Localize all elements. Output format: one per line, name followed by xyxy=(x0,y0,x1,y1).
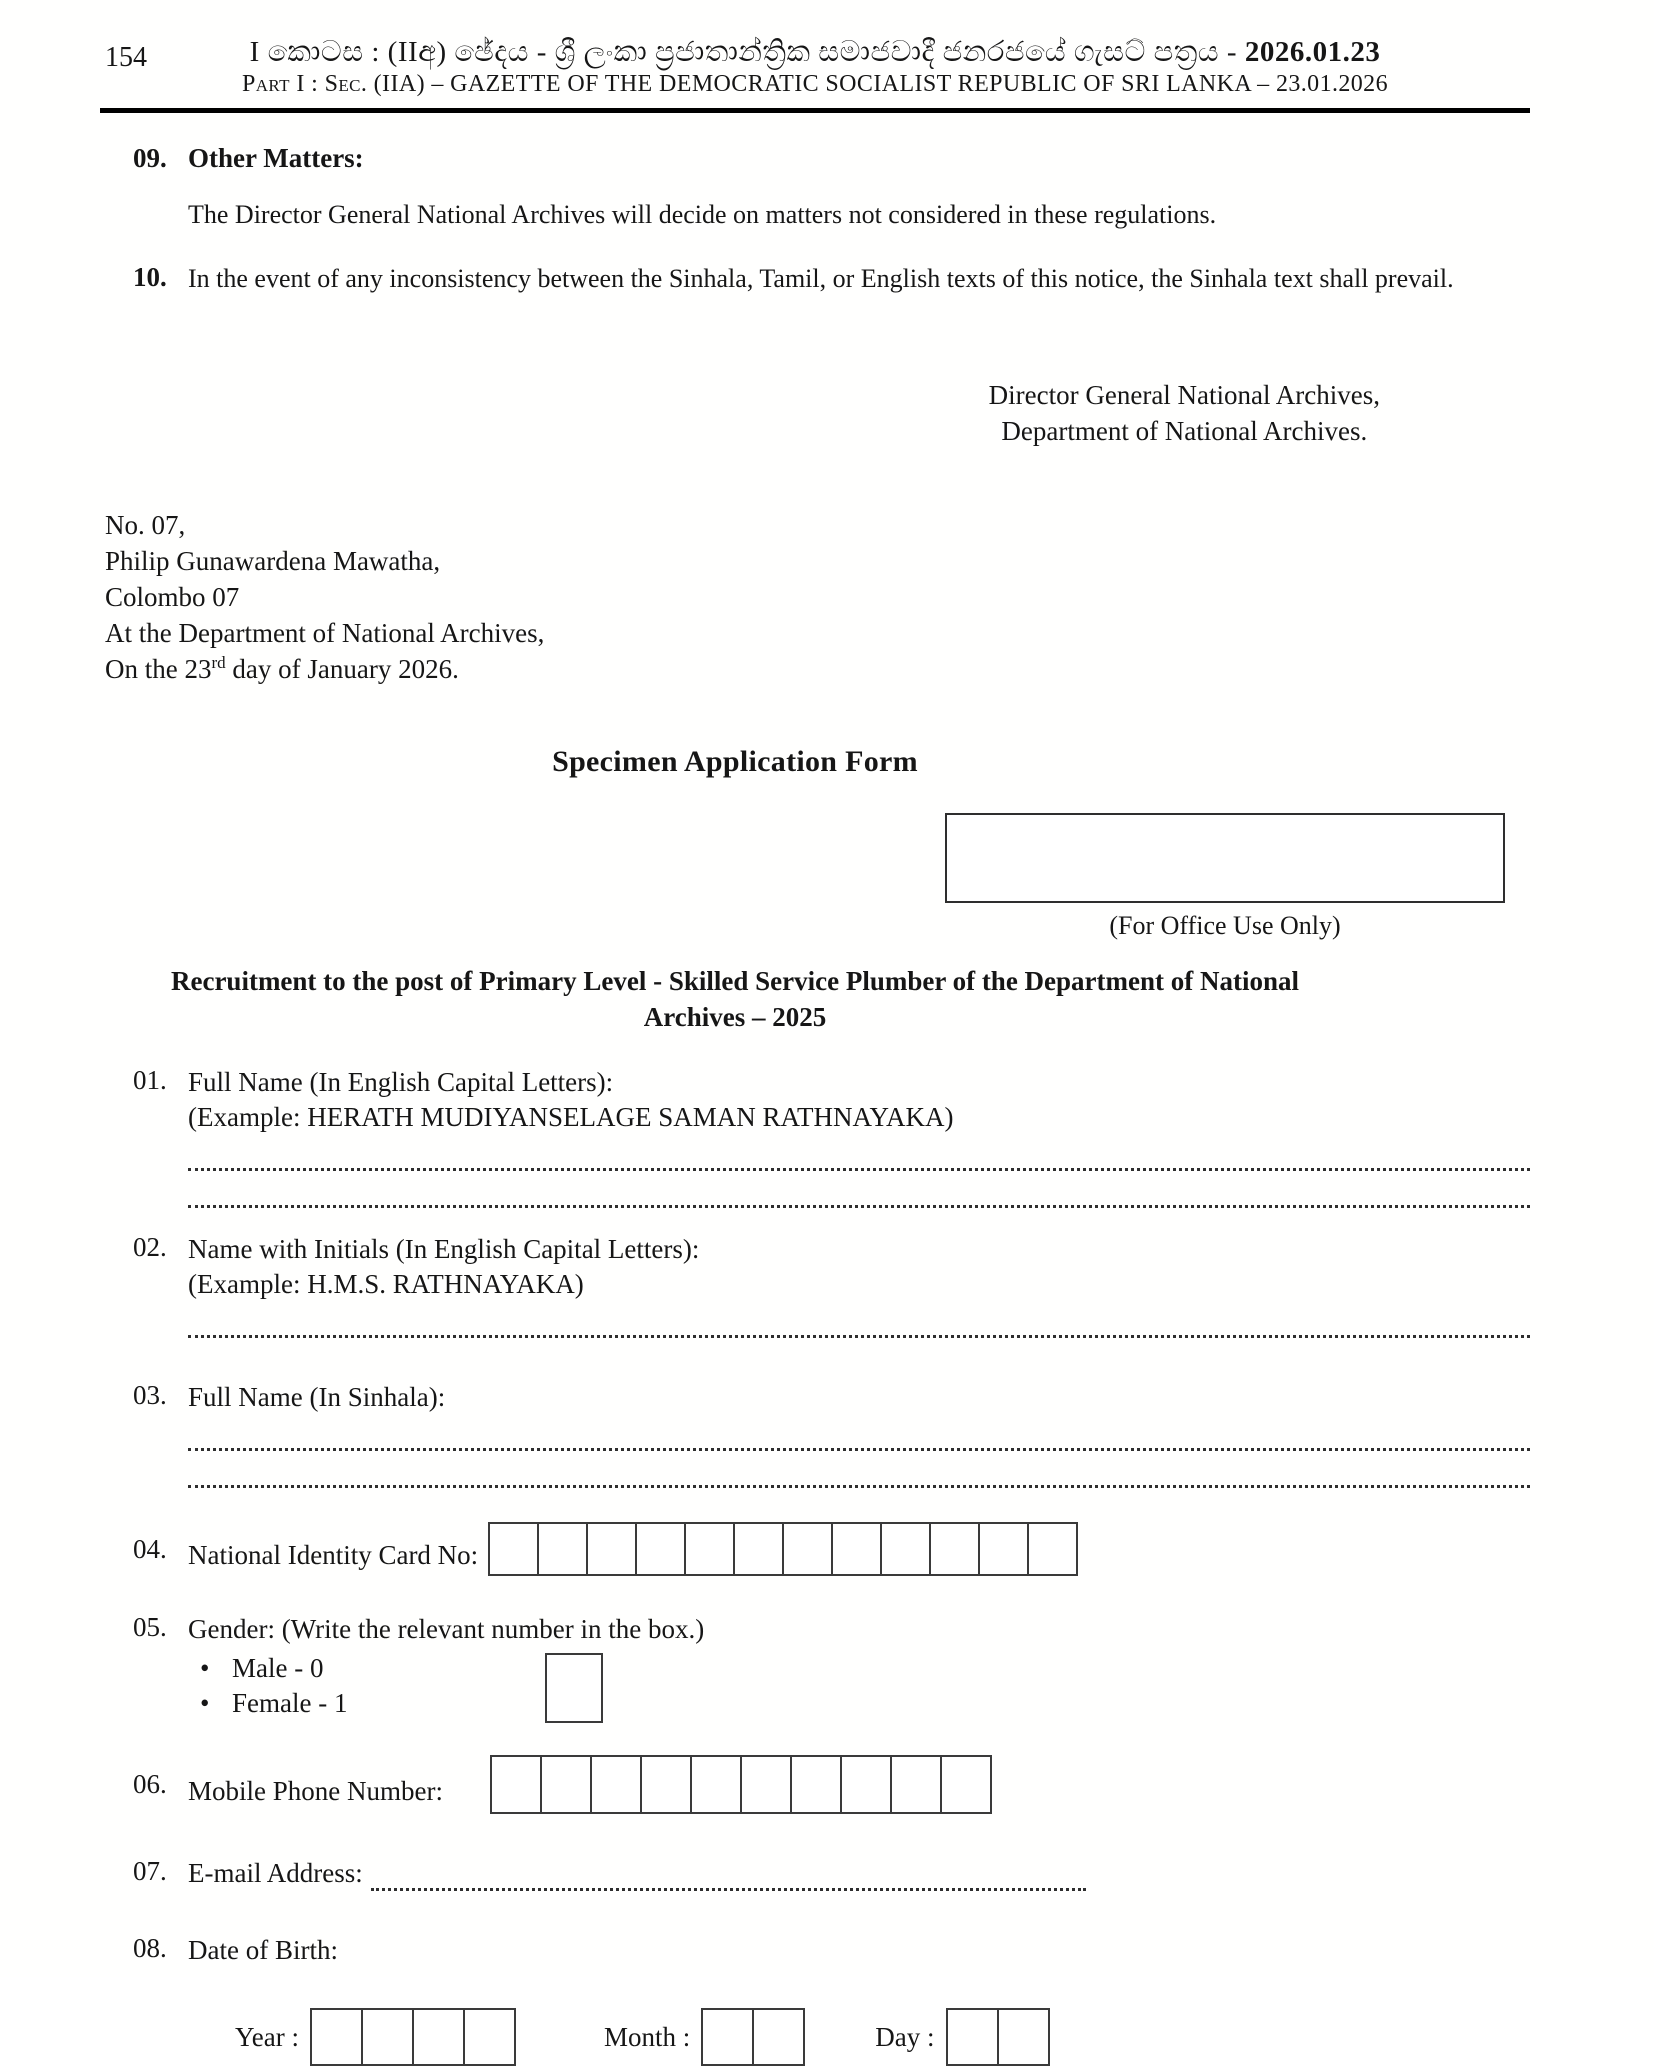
page-number: 154 xyxy=(105,42,147,73)
field-full-name-english xyxy=(100,1065,1530,1208)
field-04-number: 04. xyxy=(133,1534,167,1564)
date-prefix: On the 23 xyxy=(105,654,212,684)
bullet-icon: • xyxy=(200,1653,210,1683)
gender-option-male-label: Male - 0 xyxy=(232,1653,324,1683)
character-box[interactable] xyxy=(310,2008,363,2066)
signoff-title: Director General National Archives, xyxy=(988,380,1380,410)
notice-item-09 xyxy=(100,143,1530,174)
mobile-box-row xyxy=(490,1755,992,1814)
bullet-icon: • xyxy=(200,1688,210,1718)
header-sinhala-text: I කොටස : (IIඅ) ඡේදය - ශ්‍රී ලංකා ප්‍රජාතාන්ත්‍රික සමාජවාදී ජනරජයේ ගැසට් පත්‍රය - xyxy=(249,36,1245,68)
signature-block xyxy=(989,377,1380,449)
date-suffix: day of January 2026. xyxy=(225,654,459,684)
dob-month-boxes xyxy=(701,2008,805,2066)
field-05-number: 05. xyxy=(133,1612,167,1642)
header-title-sinhala xyxy=(100,36,1530,69)
character-box[interactable] xyxy=(684,1522,735,1576)
field-full-name-sinhala xyxy=(100,1380,1530,1488)
character-box[interactable] xyxy=(740,1755,792,1814)
character-box[interactable] xyxy=(978,1522,1029,1576)
character-box[interactable] xyxy=(733,1522,784,1576)
notice-10-body: In the event of any inconsistency between the Sinhala, Tamil, or English texts of this notice, the Sinhala text shall prevail. xyxy=(188,264,1454,293)
field-08-number: 08. xyxy=(133,1933,167,1963)
dob-day-boxes xyxy=(946,2008,1050,2066)
character-box[interactable] xyxy=(929,1522,980,1576)
notice-10-number: 10. xyxy=(133,262,167,292)
character-box[interactable] xyxy=(940,1755,992,1814)
character-box[interactable] xyxy=(890,1755,942,1814)
gender-option-female xyxy=(200,1686,530,1721)
address-block xyxy=(105,507,1530,687)
recruitment-title-line2: Archives – 2025 xyxy=(643,1002,827,1032)
field-07-number: 07. xyxy=(133,1856,167,1886)
form-title: Specimen Application Form xyxy=(552,745,918,778)
character-box[interactable] xyxy=(463,2008,516,2066)
character-box[interactable] xyxy=(537,1522,588,1576)
sinhala-name-write-line-1[interactable] xyxy=(188,1415,1530,1451)
address-line: At the Department of National Archives, xyxy=(105,618,545,648)
field-02-example: (Example: H.M.S. RATHNAYAKA) xyxy=(188,1269,584,1299)
character-box[interactable] xyxy=(361,2008,414,2066)
page-header xyxy=(100,36,1530,98)
sinhala-name-write-line-2[interactable] xyxy=(188,1452,1530,1488)
character-box[interactable] xyxy=(790,1755,842,1814)
dob-year-boxes xyxy=(310,2008,516,2066)
character-box[interactable] xyxy=(690,1755,742,1814)
recruitment-title xyxy=(100,963,1370,1035)
character-box[interactable] xyxy=(488,1522,539,1576)
field-01-example: (Example: HERATH MUDIYANSELAGE SAMAN RATHNAYAKA) xyxy=(188,1102,954,1132)
field-01-label: Full Name (In English Capital Letters): xyxy=(188,1067,614,1097)
field-name-with-initials xyxy=(100,1232,1530,1338)
character-box[interactable] xyxy=(840,1755,892,1814)
dob-month-label: Month : xyxy=(604,2021,691,2052)
field-email xyxy=(100,1856,1530,1891)
character-box[interactable] xyxy=(782,1522,833,1576)
address-line: Philip Gunawardena Mawatha, xyxy=(105,546,441,576)
field-date-of-birth xyxy=(100,1933,1530,2066)
gender-option-female-label: Female - 1 xyxy=(232,1688,348,1718)
character-box[interactable] xyxy=(701,2008,754,2066)
field-06-number: 06. xyxy=(133,1769,167,1799)
field-nic-number xyxy=(100,1534,1530,1576)
character-box[interactable] xyxy=(831,1522,882,1576)
signoff-department: Department of National Archives. xyxy=(1001,416,1368,446)
recruitment-title-line1: Recruitment to the post of Primary Level - Skilled Service Plumber of the Department of National xyxy=(170,966,1300,996)
character-box[interactable] xyxy=(946,2008,999,2066)
office-use-section xyxy=(945,813,1505,941)
email-write-line[interactable] xyxy=(371,1860,1086,1891)
dob-day-label: Day : xyxy=(875,2021,935,2052)
full-name-write-line-2[interactable] xyxy=(188,1172,1530,1208)
character-box[interactable] xyxy=(586,1522,637,1576)
field-03-number: 03. xyxy=(133,1380,167,1410)
character-box[interactable] xyxy=(412,2008,465,2066)
character-box[interactable] xyxy=(590,1755,642,1814)
field-07-label: E-mail Address: xyxy=(188,1858,363,1888)
field-gender xyxy=(100,1612,1530,1723)
field-02-number: 02. xyxy=(133,1232,167,1262)
header-rule xyxy=(100,108,1530,113)
field-04-label: National Identity Card No: xyxy=(188,1539,479,1570)
notice-09-number: 09. xyxy=(133,143,167,173)
field-05-label: Gender: (Write the relevant number in the box.) xyxy=(188,1614,705,1644)
full-name-write-line-1[interactable] xyxy=(188,1135,1530,1171)
office-use-box[interactable] xyxy=(945,813,1505,903)
address-line: Colombo 07 xyxy=(105,582,240,612)
field-03-label: Full Name (In Sinhala): xyxy=(188,1382,446,1412)
character-box[interactable] xyxy=(752,2008,805,2066)
dob-year-label: Year : xyxy=(235,2021,300,2052)
nic-box-row xyxy=(488,1522,1078,1576)
field-01-number: 01. xyxy=(133,1065,167,1095)
address-line: No. 07, xyxy=(105,510,186,540)
gender-option-male xyxy=(200,1651,530,1686)
header-date-sinhala-line: 2026.01.23 xyxy=(1244,36,1381,68)
date-ordinal-suffix: rd xyxy=(211,653,226,672)
notice-item-10 xyxy=(100,262,1530,295)
character-box[interactable] xyxy=(540,1755,592,1814)
character-box[interactable] xyxy=(640,1755,692,1814)
field-08-label: Date of Birth: xyxy=(188,1935,338,1965)
name-initials-write-line[interactable] xyxy=(188,1302,1530,1338)
address-dateline xyxy=(105,651,1530,687)
gender-entry-box[interactable] xyxy=(545,1653,603,1723)
header-title-english: Part I : Sec. (IIA) – GAZETTE OF THE DEMOCRATIC SOCIALIST REPUBLIC OF SRI LANKA – 23.01.2026 xyxy=(242,71,1388,97)
field-02-label: Name with Initials (In English Capital Letters): xyxy=(188,1234,700,1264)
character-box[interactable] xyxy=(1027,1522,1078,1576)
character-box[interactable] xyxy=(880,1522,931,1576)
notice-09-title: Other Matters: xyxy=(188,143,364,173)
character-box[interactable] xyxy=(635,1522,686,1576)
field-mobile-phone xyxy=(100,1769,1530,1814)
office-use-caption: (For Office Use Only) xyxy=(1109,911,1341,940)
character-box[interactable] xyxy=(490,1755,542,1814)
character-box[interactable] xyxy=(997,2008,1050,2066)
notice-09-body: The Director General National Archives will decide on matters not considered in these regulations. xyxy=(188,200,1217,229)
field-06-label: Mobile Phone Number: xyxy=(188,1776,443,1806)
